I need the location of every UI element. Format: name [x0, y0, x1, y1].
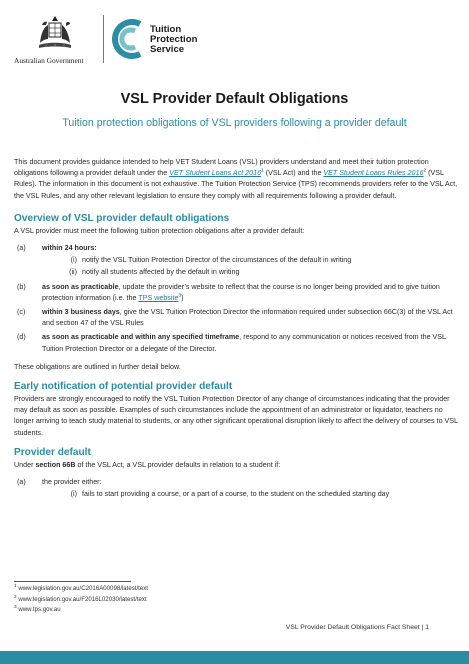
- provider-default-lead-b: of the VSL Act, a VSL provider defaults in relation to a student if:: [75, 460, 281, 469]
- obligation-a-bold: within 24 hours: [42, 244, 95, 253]
- intro-text-1: This document provides guidance intended to help VET Student Loans (VSL) providers understand and meet their tuition protection obligations following a provider default under the: [14, 158, 429, 178]
- intro-paragraph: [14, 157, 458, 202]
- tps-website-link[interactable]: TPS website: [138, 293, 179, 302]
- overview-lead: A VSL provider must meet the following tuition protection obligations after a provider default:: [14, 226, 305, 235]
- footnotes: [14, 584, 148, 616]
- overview-closing: These obligations are outlined in further detail below.: [14, 362, 181, 371]
- obligation-a-i-label: (i): [70, 256, 77, 265]
- obligation-a-i-text: notify the VSL Tuition Protection Director of the circumstances of the default in writing: [82, 256, 352, 265]
- provider-default-heading: Provider default: [14, 446, 91, 458]
- obligation-a-label: (a): [17, 244, 26, 253]
- tuition-protection-service-logo: [110, 16, 220, 62]
- tps-line-3: Service: [150, 43, 185, 55]
- tps-line-2: Protection: [150, 33, 198, 45]
- obligation-c-text: , give the VSL Tuition Protection Director the information required under subsection 66C(3) of the VSL Act and section 47 of the VSL Rules: [42, 308, 453, 328]
- obligation-b-text-1: , update the provider’s website to reflect that the course is no longer being provided and to give tuition protection information (i.e. the: [42, 282, 440, 302]
- footnote-3-text: www.tps.gov.au: [16, 606, 61, 614]
- footnote-3: [14, 605, 148, 616]
- default-condition-a-text: the provider either:: [42, 478, 102, 487]
- obligation-d: [14, 332, 458, 354]
- tps-line-1: Tuition: [150, 24, 182, 35]
- australian-government-logo: [14, 13, 96, 65]
- obligation-b-label: (b): [17, 282, 26, 291]
- footnote-divider: [14, 581, 131, 582]
- footnote-1-marker: 1: [14, 583, 17, 589]
- obligation-b-bold: as soon as practicable: [42, 282, 119, 291]
- default-conditions-list: [14, 477, 458, 500]
- footnote-1-text: www.legislation.gov.au/C2016A00098/latest/text: [16, 585, 148, 592]
- default-condition-a-i-text: fails to start providing a course, or a part of a course, to the student on the scheduled starting day: [82, 490, 390, 499]
- intro-text-2: (VSL Act) and the: [263, 169, 324, 178]
- early-notification-text: Providers are strongly encouraged to notify the VSL Tuition Protection Director of any change of circumstances indicating that the provider may default as soon as possible. Examples of such circumstances include the appointment of an administrator or liquidator, teachers no longer arriving to teach study material to students, or any other significant operational disruption likely to affect the delivery of courses to VSL students.: [14, 395, 458, 437]
- default-condition-a-i-label: (i): [70, 490, 77, 499]
- footnote-ref-3: 3: [178, 293, 182, 299]
- bottom-accent-bar: [0, 651, 469, 664]
- default-condition-a: [14, 477, 458, 500]
- provider-default-lead-a: Under: [14, 460, 36, 469]
- page-subtitle: Tuition protection obligations of VSL providers following a provider default: [62, 117, 407, 129]
- obligation-a: [14, 243, 458, 279]
- obligation-a-i: [42, 255, 458, 266]
- provider-default-lead: [14, 460, 458, 471]
- coat-of-arms-icon: [36, 13, 74, 53]
- logo-divider: [103, 15, 104, 63]
- default-condition-a-i: [42, 489, 458, 500]
- footnote-2-marker: 2: [14, 594, 17, 600]
- document-body: [14, 157, 458, 503]
- vsl-rules-link[interactable]: VET Student Loans Rules 2016: [323, 169, 424, 178]
- footnote-3-marker: 3: [14, 605, 17, 611]
- government-label: Australian Government: [14, 56, 84, 65]
- default-condition-a-label: (a): [17, 478, 26, 487]
- obligation-d-text: , respond to any communication or notices received from the VSL Tuition Protection Director or a delegate of the Director.: [42, 333, 446, 353]
- tps-wordmark: [150, 25, 197, 54]
- obligation-d-label: (d): [17, 333, 26, 342]
- footnote-2: [14, 595, 148, 606]
- footnote-1: [14, 584, 148, 595]
- obligation-b: [14, 282, 458, 304]
- obligations-list: [14, 243, 458, 355]
- obligation-c-bold: within 3 business days: [42, 308, 120, 317]
- obligation-a-ii-text: notify all students affected by the default in writing: [82, 268, 240, 277]
- overview-heading: Overview of VSL provider default obligations: [14, 212, 230, 224]
- page-footer: VSL Provider Default Obligations Fact Sheet | 1: [285, 624, 429, 631]
- footnote-ref-1: 1: [261, 168, 264, 174]
- vsl-act-link[interactable]: VET Student Loans Act 2016: [169, 169, 262, 178]
- page-title: VSL Provider Default Obligations: [120, 91, 349, 107]
- obligation-c: [14, 307, 458, 329]
- footnote-ref-2: 2: [423, 168, 427, 174]
- provider-default-section: section 66B: [35, 460, 76, 469]
- obligation-a-ii: [42, 267, 458, 278]
- obligation-c-label: (c): [17, 308, 26, 317]
- early-notification-heading: Early notification of potential provider default: [14, 381, 233, 393]
- obligation-a-ii-label: (ii): [69, 268, 77, 277]
- tps-mark-icon: [110, 18, 148, 60]
- footnote-2-text: www.legislation.gov.au/F2016L02030/latest/text: [16, 595, 147, 603]
- obligation-b-text-2: ): [181, 293, 184, 302]
- obligation-d-bold: as soon as practicable and within any specified timeframe: [42, 333, 240, 342]
- intro-text-3: (VSL Rules). The information in this document is not exhaustive. The Tuition Protection Service (TPS) recommends providers refer to the VSL Act, the VSL Rules, and any other relevant legislation to ensure they comply with all requirements following a provider default.: [14, 169, 458, 200]
- obligation-a-colon: :: [94, 244, 97, 253]
